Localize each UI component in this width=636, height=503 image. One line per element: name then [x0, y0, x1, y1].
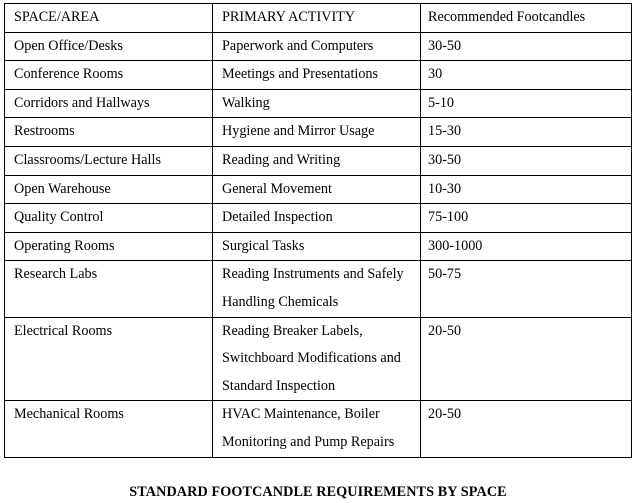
cell-activity: General Movement — [213, 175, 421, 204]
cell-activity: HVAC Maintenance, Boiler Monitoring and Pump Repairs — [213, 401, 421, 457]
cell-activity: Paperwork and Computers — [213, 32, 421, 61]
cell-space: Operating Rooms — [5, 232, 213, 261]
cell-space: Electrical Rooms — [5, 317, 213, 401]
cell-footcandles: 5-10 — [421, 89, 632, 118]
cell-space: Conference Rooms — [5, 61, 213, 90]
cell-footcandles: 30-50 — [421, 32, 632, 61]
table-caption: STANDARD FOOTCANDLE REQUIREMENTS BY SPACE — [129, 484, 507, 500]
cell-space: Quality Control — [5, 204, 213, 233]
cell-activity: Reading Instruments and Safely Handling Chemicals — [213, 261, 421, 317]
cell-space: Mechanical Rooms — [5, 401, 213, 457]
cell-activity: Walking — [213, 89, 421, 118]
header-recommended-footcandles: Recommended Footcandles — [421, 4, 632, 33]
cell-footcandles: 20-50 — [421, 317, 632, 401]
cell-activity: Reading and Writing — [213, 146, 421, 175]
cell-activity: Detailed Inspection — [213, 204, 421, 233]
header-space-area: SPACE/AREA — [5, 4, 213, 33]
table-row — [5, 118, 632, 147]
cell-footcandles: 75-100 — [421, 204, 632, 233]
header-primary-activity: PRIMARY ACTIVITY — [213, 4, 421, 33]
cell-activity: Surgical Tasks — [213, 232, 421, 261]
cell-space: Open Warehouse — [5, 175, 213, 204]
table-row — [5, 232, 632, 261]
table-row — [5, 89, 632, 118]
cell-footcandles: 30-50 — [421, 146, 632, 175]
footcandle-table — [4, 3, 632, 458]
cell-footcandles: 10-30 — [421, 175, 632, 204]
cell-activity: Reading Breaker Labels, Switchboard Modifications and Standard Inspection — [213, 317, 421, 401]
cell-footcandles: 300-1000 — [421, 232, 632, 261]
cell-footcandles: 20-50 — [421, 401, 632, 457]
table-row — [5, 146, 632, 175]
cell-activity: Hygiene and Mirror Usage — [213, 118, 421, 147]
cell-footcandles: 30 — [421, 61, 632, 90]
cell-footcandles: 50-75 — [421, 261, 632, 317]
cell-space: Open Office/Desks — [5, 32, 213, 61]
cell-activity: Meetings and Presentations — [213, 61, 421, 90]
table-row — [5, 261, 632, 317]
cell-space: Restrooms — [5, 118, 213, 147]
table-row — [5, 204, 632, 233]
cell-space: Corridors and Hallways — [5, 89, 213, 118]
cell-space: Classrooms/Lecture Halls — [5, 146, 213, 175]
table-row — [5, 61, 632, 90]
table-row — [5, 401, 632, 457]
table-row — [5, 175, 632, 204]
table-row — [5, 32, 632, 61]
cell-footcandles: 15-30 — [421, 118, 632, 147]
table-header-row — [5, 4, 632, 33]
table-row — [5, 317, 632, 401]
cell-space: Research Labs — [5, 261, 213, 317]
